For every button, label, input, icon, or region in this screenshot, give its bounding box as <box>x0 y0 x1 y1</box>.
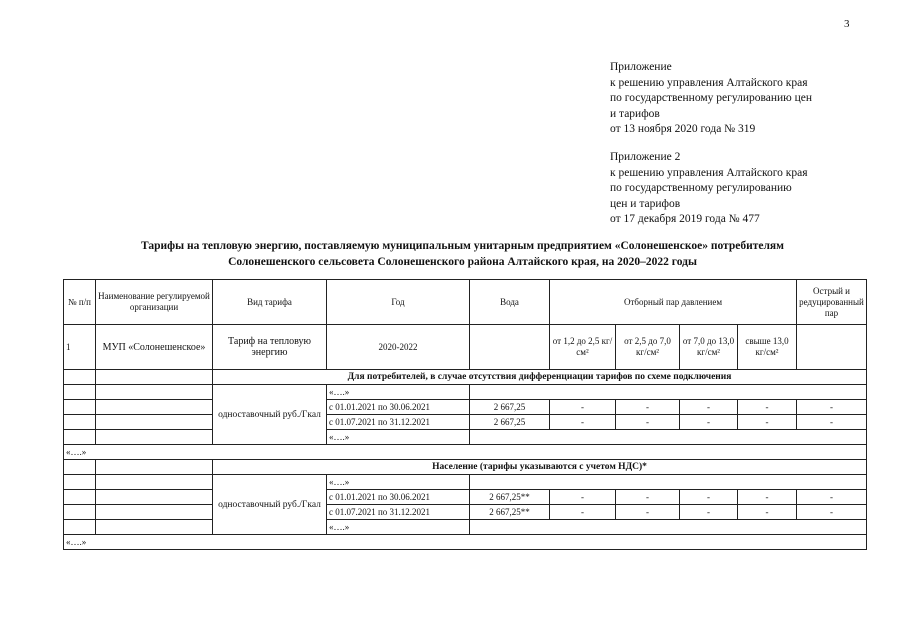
section-heading: Население (тарифы указываются с учетом НДС)* <box>213 460 867 475</box>
empty-cell <box>64 430 96 445</box>
dash-cell: - <box>550 505 616 520</box>
appendix-line: от 13 ноября 2020 года № 319 <box>610 123 756 135</box>
tariff-label: одноставочный руб./Гкал <box>213 385 327 445</box>
header-num: № п/п <box>64 280 96 325</box>
empty-cell <box>96 520 213 535</box>
org-water <box>470 325 550 370</box>
empty-cell <box>470 475 867 490</box>
title-line: Солонешенского сельсовета Солонешенского района Алтайского края, на 2020–2022 годы <box>228 256 697 268</box>
appendix-line: от 17 декабря 2019 года № 477 <box>610 213 760 225</box>
org-num: 1 <box>64 325 96 370</box>
appendix-line: к решению управления Алтайского края <box>610 166 808 179</box>
header-tariff-type: Вид тарифа <box>213 280 327 325</box>
empty-cell <box>96 490 213 505</box>
dash-cell: - <box>680 490 738 505</box>
dash-cell: - <box>616 415 680 430</box>
dash-cell: - <box>797 505 867 520</box>
water-value: 2 667,25** <box>470 490 550 505</box>
org-year: 2020-2022 <box>327 325 470 370</box>
empty-cell <box>64 520 96 535</box>
section-heading: Для потребителей, в случае отсутствия дифференциации тарифов по схеме подключения <box>213 370 867 385</box>
empty-cell <box>64 475 96 490</box>
dash-cell: - <box>616 490 680 505</box>
period-cell: с 01.07.2021 по 31.12.2021 <box>327 415 470 430</box>
ellipsis: «….» <box>327 385 470 400</box>
title-line: Тарифы на тепловую энергию, поставляемую муниципальным унитарным предприятием «Солонешенское» потребителям <box>141 240 784 252</box>
ellipsis: «….» <box>327 430 470 445</box>
org-row <box>64 325 867 370</box>
ellipsis-row <box>64 535 867 550</box>
tariff-label: одноставочный руб./Гкал <box>213 475 327 535</box>
table-row <box>64 415 867 430</box>
table-row <box>64 475 867 490</box>
empty-cell <box>64 505 96 520</box>
empty-cell <box>96 430 213 445</box>
appendix-line: и тарифов <box>610 107 660 120</box>
dash-cell: - <box>616 505 680 520</box>
org-name: МУП «Солонешенское» <box>96 325 213 370</box>
dash-cell: - <box>550 400 616 415</box>
appendix-line: Приложение <box>610 61 672 73</box>
empty-cell <box>96 400 213 415</box>
section-heading-row <box>64 370 867 385</box>
org-tariff: Тариф на тепловую энергию <box>213 325 327 370</box>
table-row <box>64 385 867 400</box>
empty-cell <box>96 370 213 385</box>
period-cell: с 01.01.2021 по 30.06.2021 <box>327 490 470 505</box>
dash-cell: - <box>680 415 738 430</box>
ellipsis: «….» <box>327 475 470 490</box>
ellipsis: «….» <box>64 535 867 550</box>
appendix-line: Приложение 2 <box>610 151 681 163</box>
empty-cell <box>470 520 867 535</box>
appendix-line: к решению управления Алтайского края <box>610 76 808 89</box>
empty-cell <box>96 460 213 475</box>
pressure-col: от 1,2 до 2,5 кг/см² <box>550 325 616 370</box>
appendix-line: по государственному регулированию <box>610 182 792 194</box>
pressure-col: свыше 13,0 кг/см² <box>738 325 797 370</box>
tariff-table <box>63 279 867 550</box>
ellipsis: «….» <box>64 445 867 460</box>
dash-cell: - <box>797 490 867 505</box>
empty-cell <box>64 385 96 400</box>
empty-cell <box>470 430 867 445</box>
org-sharp-steam <box>797 325 867 370</box>
page-number: 3 <box>844 18 850 30</box>
table-row <box>64 505 867 520</box>
appendix-line: по государственному регулированию цен <box>610 92 813 104</box>
empty-cell <box>96 415 213 430</box>
dash-cell: - <box>797 415 867 430</box>
dash-cell: - <box>738 505 797 520</box>
pressure-col: от 2,5 до 7,0 кг/см² <box>616 325 680 370</box>
dash-cell: - <box>616 400 680 415</box>
pressure-col: от 7,0 до 13,0 кг/см² <box>680 325 738 370</box>
document-title <box>60 238 865 270</box>
header-water: Вода <box>470 280 550 325</box>
table-row <box>64 520 867 535</box>
dash-cell: - <box>680 505 738 520</box>
empty-cell <box>96 475 213 490</box>
water-value: 2 667,25 <box>470 415 550 430</box>
header-year: Год <box>327 280 470 325</box>
dash-cell: - <box>738 490 797 505</box>
empty-cell <box>64 400 96 415</box>
section-heading-row <box>64 460 867 475</box>
empty-cell <box>64 370 96 385</box>
appendix-note-current <box>610 60 812 138</box>
dash-cell: - <box>738 400 797 415</box>
water-value: 2 667,25** <box>470 505 550 520</box>
empty-cell <box>96 505 213 520</box>
empty-cell <box>96 385 213 400</box>
empty-cell <box>64 460 96 475</box>
dash-cell: - <box>797 400 867 415</box>
empty-cell <box>64 415 96 430</box>
ellipsis: «….» <box>327 520 470 535</box>
table-row <box>64 430 867 445</box>
ellipsis-row <box>64 445 867 460</box>
period-cell: с 01.07.2021 по 31.12.2021 <box>327 505 470 520</box>
table-row <box>64 400 867 415</box>
period-cell: с 01.01.2021 по 30.06.2021 <box>327 400 470 415</box>
table-header-row <box>64 280 867 325</box>
water-value: 2 667,25 <box>470 400 550 415</box>
dash-cell: - <box>550 415 616 430</box>
header-org-name: Наименование регулируемой организации <box>96 280 213 325</box>
table-row <box>64 490 867 505</box>
empty-cell <box>64 490 96 505</box>
dash-cell: - <box>738 415 797 430</box>
appendix-line: цен и тарифов <box>610 197 681 210</box>
empty-cell <box>470 385 867 400</box>
dash-cell: - <box>550 490 616 505</box>
appendix-note-original <box>610 150 808 228</box>
header-sharp-steam: Острый и редуцированный пар <box>797 280 867 325</box>
dash-cell: - <box>680 400 738 415</box>
header-steam: Отборный пар давлением <box>550 280 797 325</box>
